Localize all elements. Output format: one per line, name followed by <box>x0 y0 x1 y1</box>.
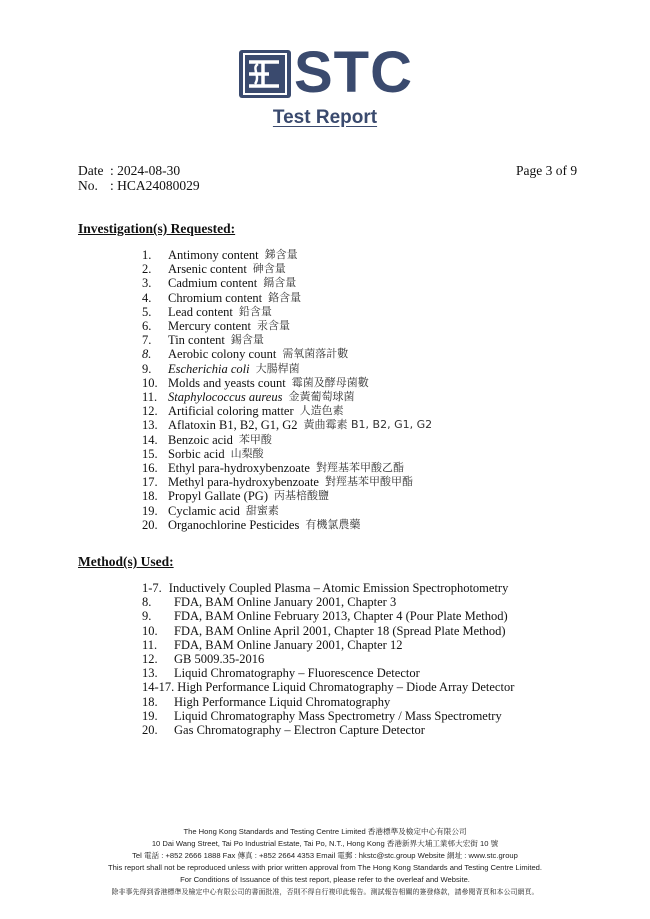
item-name-english: Artificial coloring matter <box>168 404 294 419</box>
item-name-chinese: 金黃葡萄球菌 <box>288 390 355 404</box>
investigation-item <box>142 461 432 475</box>
footer-conditions: For Conditions of Issuance of this test report, please refer to the overleaf and Website. <box>180 875 470 884</box>
item-name-chinese: 有機氯農藥 <box>305 517 361 531</box>
method-number: 8. <box>142 595 152 610</box>
method-number: 10. <box>142 623 158 638</box>
method-item <box>142 638 514 652</box>
method-item <box>142 666 514 680</box>
item-name-chinese: 鎘含量 <box>263 276 297 290</box>
report-title: Test Report <box>272 107 378 128</box>
investigation-item <box>142 262 432 276</box>
method-text: FDA, BAM Online January 2001, Chapter 12 <box>174 637 403 652</box>
investigations-heading: Investigation(s) Requested: <box>78 221 236 236</box>
stc-logo-text: STC <box>294 40 413 105</box>
item-name-chinese: 甜蜜素 <box>245 503 279 517</box>
investigation-item <box>142 433 432 447</box>
item-number: 1. <box>142 248 152 262</box>
page-number: Page 3 of 9 <box>516 163 578 178</box>
item-name-chinese: 對羥基苯甲酸甲酯 <box>324 475 413 489</box>
investigation-item <box>142 518 432 532</box>
item-name-english: Escherichia coli <box>168 361 250 376</box>
footer-company: The Hong Kong Standards and Testing Centre Limited 香港標準及檢定中心有限公司 <box>183 827 467 836</box>
item-number: 2. <box>142 262 152 277</box>
investigation-item <box>142 305 432 319</box>
item-number: 16. <box>142 461 158 476</box>
item-name-english: Methyl para-hydroxybenzoate <box>168 475 319 490</box>
method-item <box>142 680 514 694</box>
item-name-chinese: 需氧菌落計數 <box>282 347 349 361</box>
investigation-item <box>142 404 432 418</box>
item-name-chinese: 山梨酸 <box>230 446 264 460</box>
methods-heading: Method(s) Used: <box>78 554 174 569</box>
item-number: 4. <box>142 290 152 305</box>
item-number: 15. <box>142 446 158 461</box>
stc-logo <box>239 40 429 105</box>
item-name-english: Aflatoxin B1, B2, G1, G2 <box>168 418 298 433</box>
method-text: Gas Chromatography – Electron Capture Detector <box>174 723 425 738</box>
date-label: Date <box>78 163 104 178</box>
investigation-item <box>142 333 432 347</box>
method-number: 11. <box>142 637 158 652</box>
item-number: 20. <box>142 517 158 532</box>
method-item <box>142 581 514 595</box>
method-text: FDA, BAM Online April 2001, Chapter 18 (Spread Plate Method) <box>174 623 506 638</box>
stc-logo-mark <box>239 50 291 98</box>
item-number: 12. <box>142 404 158 419</box>
investigations-list <box>142 248 432 532</box>
method-number: 14-17. <box>142 680 175 695</box>
item-name-english: Sorbic acid <box>168 446 225 461</box>
item-name-english: Lead content <box>168 304 233 319</box>
item-name-chinese: 霉菌及酵母菌數 <box>291 375 369 389</box>
item-name-english: Organochlorine Pesticides <box>168 517 300 532</box>
item-name-chinese: 人造色素 <box>299 404 344 418</box>
item-number: 17. <box>142 475 158 490</box>
item-name-chinese: 苯甲酸 <box>238 432 272 446</box>
method-text: Liquid Chromatography – Fluorescence Detector <box>174 666 420 681</box>
method-number: 18. <box>142 694 158 709</box>
date-value: : 2024-08-30 <box>110 163 181 178</box>
item-name-english: Benzoic acid <box>168 432 233 447</box>
item-number: 7. <box>142 333 152 348</box>
report-meta <box>78 163 200 193</box>
investigation-item <box>142 362 432 376</box>
method-text: High Performance Liquid Chromatography – Diode Array Detector <box>177 680 515 695</box>
investigation-item <box>142 319 432 333</box>
footer-address: 10 Dai Wang Street, Tai Po Industrial Estate, Tai Po, N.T., Hong Kong 香港新界大埔工業邨大宏街 10 號 <box>151 839 499 848</box>
method-text: FDA, BAM Online January 2001, Chapter 3 <box>174 595 397 610</box>
se-logo-icon <box>239 50 291 98</box>
item-name-english: Cyclamic acid <box>168 503 240 518</box>
item-name-chinese: 對羥基苯甲酸乙酯 <box>315 461 404 475</box>
investigation-item <box>142 248 432 262</box>
method-item <box>142 595 514 609</box>
method-item <box>142 709 514 723</box>
method-text: High Performance Liquid Chromatography <box>174 694 391 709</box>
item-name-english: Mercury content <box>168 319 251 334</box>
method-item <box>142 652 514 666</box>
method-text: Inductively Coupled Plasma – Atomic Emission Spectrophotometry <box>168 581 509 595</box>
investigation-item <box>142 504 432 518</box>
method-text: GB 5009.35-2016 <box>174 652 265 667</box>
report-number-row <box>78 178 200 193</box>
item-number: 11. <box>142 390 158 405</box>
item-name-chinese: 大腸桿菌 <box>255 361 300 375</box>
item-number: 18. <box>142 489 158 504</box>
footer-contact: Tel 電話 : +852 2666 1888 Fax 傳真 : +852 2664 4353 Email 電郵 : hkstc@stc.group Website 網址 : www.stc.group <box>132 851 518 860</box>
method-number: 12. <box>142 652 158 667</box>
investigation-item <box>142 291 432 305</box>
method-text: FDA, BAM Online February 2013, Chapter 4 (Pour Plate Method) <box>174 609 508 624</box>
item-name-english: Arsenic content <box>168 262 247 277</box>
investigation-item <box>142 390 432 404</box>
date-row <box>78 163 200 178</box>
investigation-item <box>142 347 432 361</box>
footer-reproduction-notice: This report shall not be reproduced unless with prior written approval from The Hong Kong Standards and Testing Centre Limited. <box>107 863 543 872</box>
method-number: 1-7. <box>142 581 162 595</box>
item-number: 10. <box>142 375 158 390</box>
item-name-english: Ethyl para-hydroxybenzoate <box>168 461 310 476</box>
investigation-item <box>142 376 432 390</box>
investigation-item <box>142 475 432 489</box>
item-name-chinese: 丙基棓酸鹽 <box>273 489 329 503</box>
item-number: 14. <box>142 432 158 447</box>
item-name-english: Molds and yeasts count <box>168 375 286 390</box>
footer-notice-chinese: 除非事先得到香港標準及檢定中心有限公司的書面批准，否則不得自行複印此報告。測試報告相關的簽發條款，請參閱背頁和本公司網頁。 <box>111 888 539 896</box>
item-name-english: Antimony content <box>168 248 259 262</box>
investigation-item <box>142 447 432 461</box>
item-name-chinese: 錫含量 <box>230 333 264 347</box>
item-number: 8. <box>142 347 152 362</box>
investigation-item <box>142 489 432 503</box>
item-name-english: Tin content <box>168 333 225 348</box>
method-number: 13. <box>142 666 158 681</box>
investigation-item <box>142 276 432 290</box>
item-number: 3. <box>142 276 152 291</box>
item-name-english: Aerobic colony count <box>168 347 277 362</box>
method-number: 9. <box>142 609 152 624</box>
item-name-chinese: 汞含量 <box>256 319 290 333</box>
footer <box>0 826 650 898</box>
methods-list <box>142 581 514 737</box>
method-number: 20. <box>142 723 158 738</box>
method-item <box>142 695 514 709</box>
item-number: 19. <box>142 503 158 518</box>
item-name-chinese: 鉛含量 <box>238 304 272 318</box>
item-name-chinese: 鉻含量 <box>268 290 302 304</box>
item-name-english: Cadmium content <box>168 276 258 291</box>
item-name-english: Staphylococcus aureus <box>168 390 283 405</box>
report-number-label: No. <box>78 178 98 193</box>
item-name-chinese: 砷含量 <box>252 262 286 276</box>
method-text: Liquid Chromatography Mass Spectrometry / Mass Spectrometry <box>174 708 502 723</box>
item-name-chinese: 銻含量 <box>264 248 298 261</box>
item-name-chinese: 黃曲霉素 B1, B2, G1, G2 <box>303 418 433 432</box>
item-number: 6. <box>142 319 152 334</box>
item-name-english: Chromium content <box>168 290 263 305</box>
method-item <box>142 609 514 623</box>
item-number: 5. <box>142 304 152 319</box>
item-number: 13. <box>142 418 158 433</box>
method-number: 19. <box>142 708 158 723</box>
investigation-item <box>142 418 432 432</box>
method-item <box>142 624 514 638</box>
report-number-value: : HCA24080029 <box>110 178 200 193</box>
item-number: 9. <box>142 361 152 376</box>
item-name-english: Propyl Gallate (PG) <box>168 489 268 504</box>
method-item <box>142 723 514 737</box>
